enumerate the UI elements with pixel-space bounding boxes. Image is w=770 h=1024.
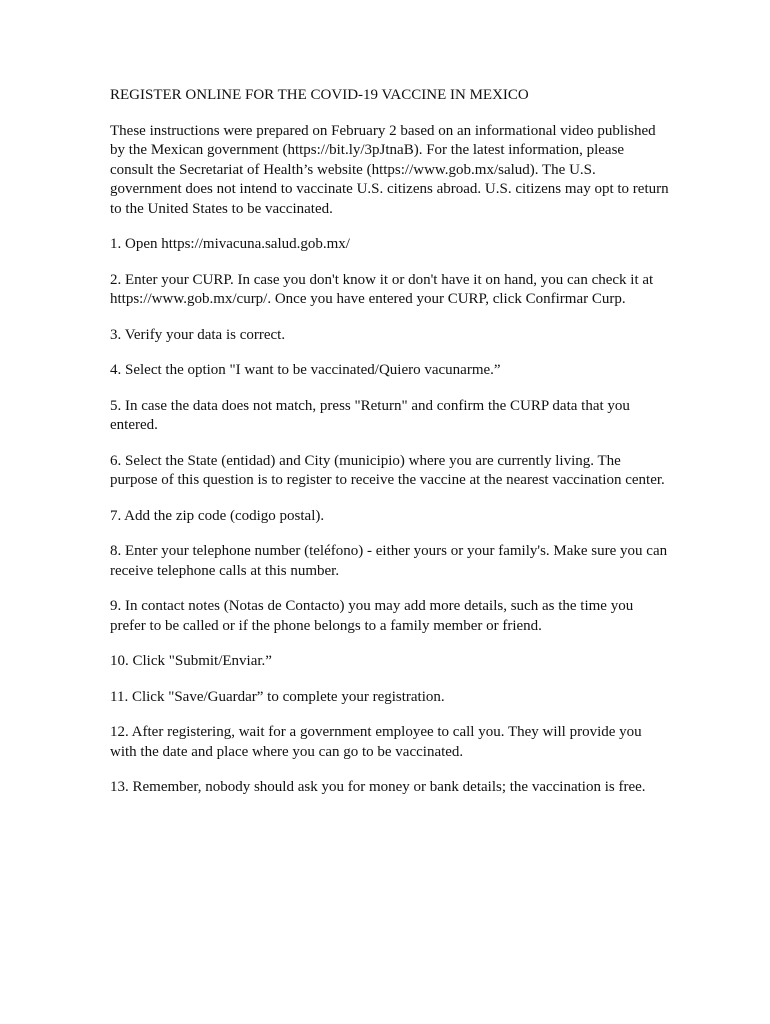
step-item: 10. Click "Submit/Enviar.” <box>110 653 272 669</box>
step-item: 4. Select the option "I want to be vaccinated/Quiero vacunarme.” <box>110 362 501 378</box>
step-item: 9. In contact notes (Notas de Contacto) you may add more details, such as the time you prefer to be called or if the phone belongs to a family member or friend. <box>110 598 634 634</box>
step-item: 13. Remember, nobody should ask you for money or bank details; the vaccination is free. <box>110 779 646 795</box>
step-item: 12. After registering, wait for a government employee to call you. They will provide you with the date and place where you can go to be vaccinated. <box>110 724 642 760</box>
step-item: 6. Select the State (entidad) and City (municipio) where you are currently living. The purpose of this question is to register to receive the vaccine at the nearest vaccination center. <box>110 452 665 488</box>
step-item: 2. Enter your CURP. In case you don't know it or don't have it on hand, you can check it at https://www.gob.mx/curp/. Once you have entered your CURP, click Confirmar Curp. <box>110 271 654 307</box>
step-item: 1. Open https://mivacuna.salud.gob.mx/ <box>110 236 350 252</box>
step-item: 5. In case the data does not match, press "Return" and confirm the CURP data that you entered. <box>110 397 630 433</box>
step-item: 8. Enter your telephone number (teléfono) - either yours or your family's. Make sure you can receive telephone calls at this number. <box>110 543 668 579</box>
instruction-steps <box>110 235 670 798</box>
step-item: 11. Click "Save/Guardar” to complete your registration. <box>110 688 445 705</box>
document-body <box>110 86 670 814</box>
document-title: REGISTER ONLINE FOR THE COVID-19 VACCINE IN MEXICO <box>110 87 529 103</box>
step-item: 7. Add the zip code (codigo postal). <box>110 507 325 524</box>
intro-paragraph: These instructions were prepared on February 2 based on an informational video published by the Mexican government (https://bit.ly/3pJtnaB). For the latest information, please consult the Secretariat of Health’s website (https://www.gob.mx/salud). The U.S. government does not intend to vaccinate U.S. citizens abroad. U.S. citizens may opt to return to the United States to be vaccinated. <box>110 122 669 217</box>
step-item: 3. Verify your data is correct. <box>110 326 286 343</box>
